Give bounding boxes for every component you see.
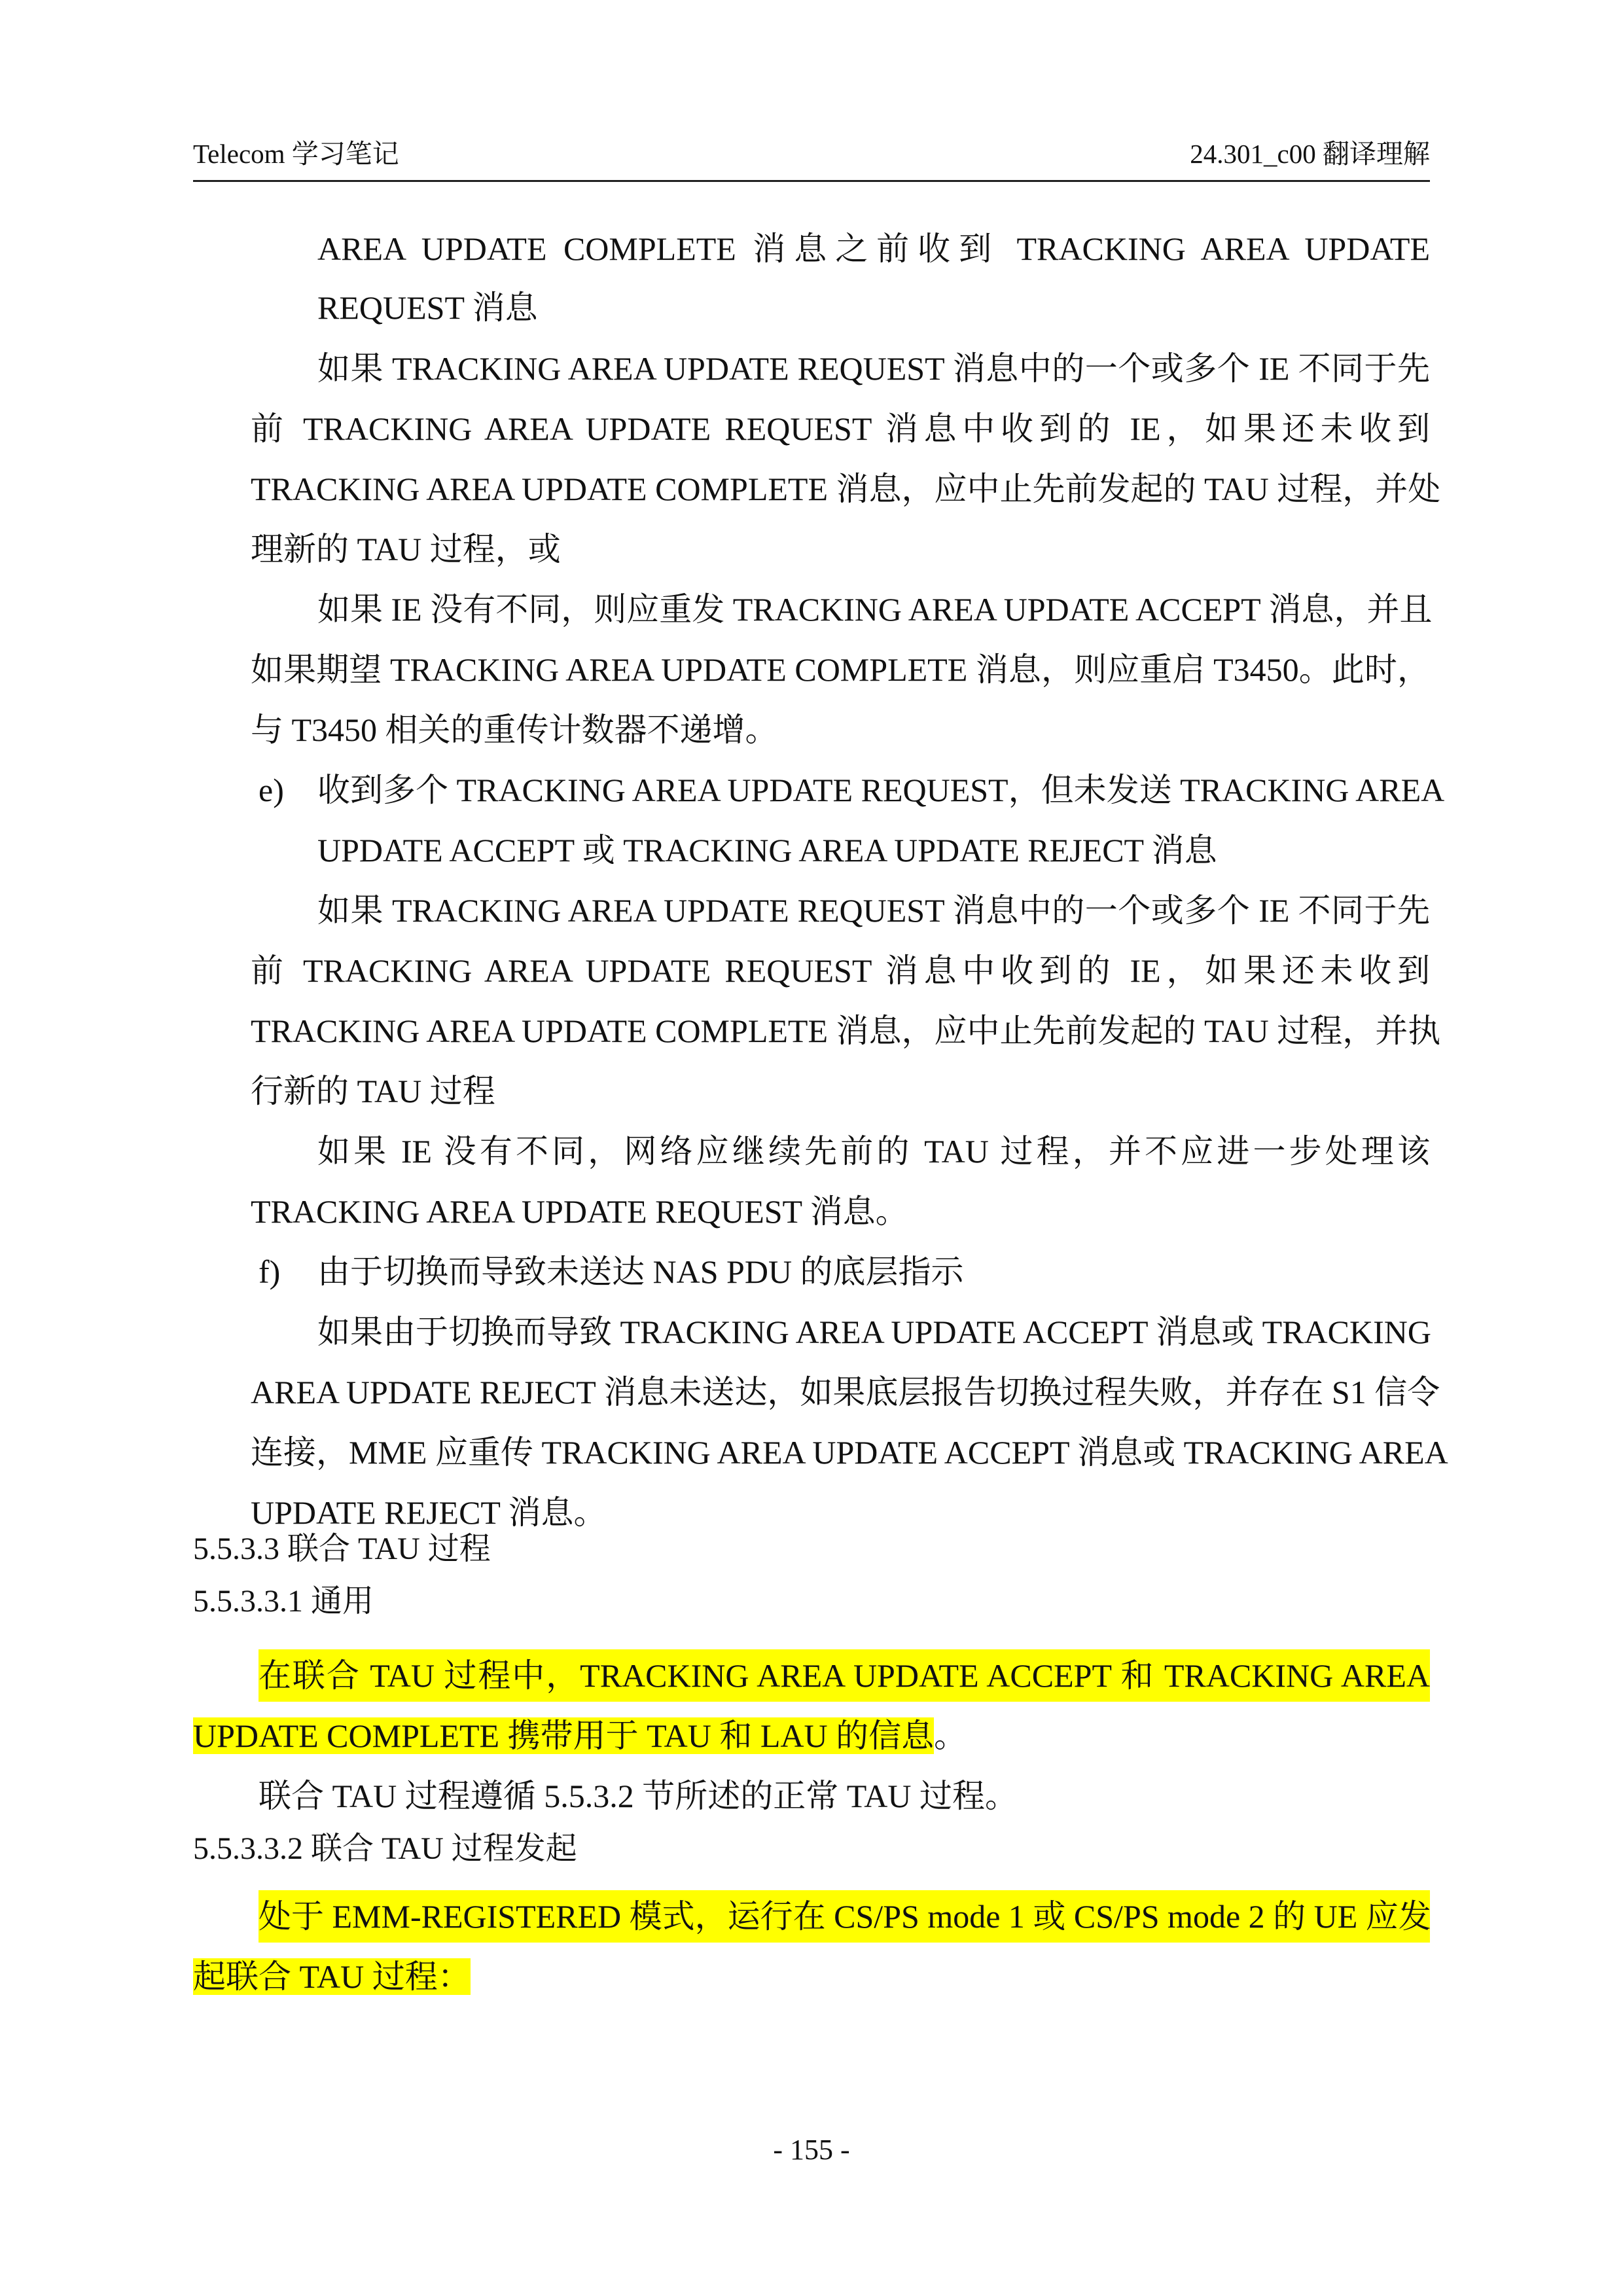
- body-line-8: 如果期望 TRACKING AREA UPDATE COMPLETE 消息，则应重启 T3450。此时，: [251, 651, 1430, 688]
- item-f-line-2: 如果由于切换而导致 TRACKING AREA UPDATE ACCEPT 消息或 TRACKING: [317, 1314, 1431, 1350]
- body-line-5: TRACKING AREA UPDATE COMPLETE 消息，应中止先前发起的 TAU 过程，并处: [251, 471, 1441, 507]
- body-line-7: 如果 IE 没有不同，则应重发 TRACKING AREA UPDATE ACCEPT 消息，并且: [317, 591, 1433, 628]
- page-number: - 155 -: [773, 2134, 850, 2166]
- header-rule: [193, 180, 1430, 182]
- item-e-line-5: TRACKING AREA UPDATE COMPLETE 消息，应中止先前发起的 TAU 过程，并执: [251, 1013, 1441, 1049]
- item-f-line-4: 连接，MME 应重传 TRACKING AREA UPDATE ACCEPT 消息或 TRACKING AREA: [251, 1434, 1448, 1471]
- list-label-e: e): [259, 772, 284, 808]
- item-e-line-3: 如果 TRACKING AREA UPDATE REQUEST 消息中的一个或多个 IE 不同于先: [317, 892, 1430, 929]
- body-line-2: REQUEST 消息: [317, 289, 538, 326]
- item-e-line-1: 收到多个 TRACKING AREA UPDATE REQUEST，但未发送 TRACKING AREA: [317, 772, 1445, 808]
- highlight-line-4: [193, 1950, 471, 2003]
- highlight-text-2: 起联合 TAU 过程：: [193, 1958, 471, 1995]
- highlight-line-2: [193, 1710, 967, 1762]
- body-paragraph-normal-tau: 联合 TAU 过程遵循 5.5.3.2 节所述的正常 TAU 过程。: [259, 1778, 1018, 1814]
- highlight-tail: 。: [934, 1717, 967, 1754]
- body-line-9: 与 T3450 相关的重传计数器不递增。: [251, 711, 778, 748]
- header-left: Telecom 学习笔记: [193, 139, 399, 169]
- item-e-line-8: TRACKING AREA UPDATE REQUEST 消息。: [251, 1193, 908, 1230]
- section-heading-5-5-3-3: 5.5.3.3 联合 TAU 过程: [193, 1532, 491, 1566]
- list-label-f: f): [259, 1253, 281, 1290]
- item-f-line-3: AREA UPDATE REJECT 消息未送达，如果底层报告切换过程失败，并存在 S1 信令: [251, 1374, 1440, 1410]
- highlight-line-1: 在联合 TAU 过程中，TRACKING AREA UPDATE ACCEPT 和 TRACKING AREA: [259, 1649, 1430, 1702]
- header-right: 24.301_c00 翻译理解: [1190, 139, 1430, 169]
- section-heading-5-5-3-3-2: 5.5.3.3.2 联合 TAU 过程发起: [193, 1831, 577, 1866]
- highlight-text: UPDATE COMPLETE 携带用于 TAU 和 LAU 的信息: [193, 1717, 935, 1754]
- item-e-line-2: UPDATE ACCEPT 或 TRACKING AREA UPDATE REJECT 消息: [317, 832, 1217, 869]
- body-line-6: 理新的 TAU 过程，或: [251, 531, 561, 567]
- body-line-1: AREA UPDATE COMPLETE 消息之前收到 TRACKING AREA UPDATE: [317, 230, 1430, 267]
- highlight-line-3: 处于 EMM-REGISTERED 模式，运行在 CS/PS mode 1 或 CS/PS mode 2 的 UE 应发: [259, 1890, 1430, 1943]
- item-f-line-5: UPDATE REJECT 消息。: [251, 1494, 607, 1531]
- item-f-line-1: 由于切换而导致未送达 NAS PDU 的底层指示: [317, 1253, 964, 1290]
- item-e-line-4: 前 TRACKING AREA UPDATE REQUEST 消息中收到的 IE，如果还未收到: [251, 952, 1430, 989]
- item-e-line-7: 如果 IE 没有不同，网络应继续先前的 TAU 过程，并不应进一步处理该: [317, 1133, 1430, 1170]
- section-heading-5-5-3-3-1: 5.5.3.3.1 通用: [193, 1584, 374, 1619]
- body-line-3: 如果 TRACKING AREA UPDATE REQUEST 消息中的一个或多个 IE 不同于先: [317, 350, 1430, 387]
- item-e-line-6: 行新的 TAU 过程: [251, 1073, 495, 1109]
- body-line-4: 前 TRACKING AREA UPDATE REQUEST 消息中收到的 IE，如果还未收到: [251, 410, 1430, 447]
